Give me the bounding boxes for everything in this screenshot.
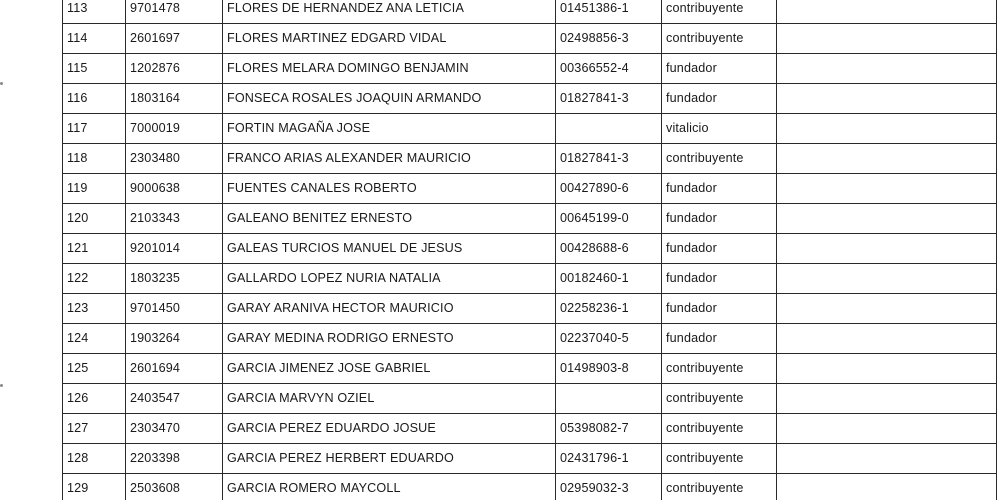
member-code-cell: 2103343	[126, 204, 223, 234]
member-name-cell: GARCIA PEREZ HERBERT EDUARDO	[223, 444, 556, 474]
member-code-cell: 9701478	[126, 0, 223, 24]
member-type-cell: contribuyente	[662, 444, 777, 474]
extra-column-cell	[777, 444, 997, 474]
table-row	[63, 84, 997, 114]
member-type-cell: fundador	[662, 264, 777, 294]
row-number-cell: 118	[63, 144, 126, 174]
member-name-cell: GARCIA MARVYN OZIEL	[223, 384, 556, 414]
member-type-cell: vitalicio	[662, 114, 777, 144]
member-type-cell: fundador	[662, 294, 777, 324]
member-code-cell: 2601694	[126, 354, 223, 384]
extra-column-cell	[777, 384, 997, 414]
extra-column-cell	[777, 174, 997, 204]
member-code-cell: 2303480	[126, 144, 223, 174]
row-number-cell: 120	[63, 204, 126, 234]
extra-column-cell	[777, 354, 997, 384]
member-type-cell: contribuyente	[662, 144, 777, 174]
member-name-cell: FRANCO ARIAS ALEXANDER MAURICIO	[223, 144, 556, 174]
member-id-number-cell: 01827841-3	[556, 144, 662, 174]
member-name-cell: FORTIN MAGAÑA JOSE	[223, 114, 556, 144]
member-code-cell: 9000638	[126, 174, 223, 204]
extra-column-cell	[777, 324, 997, 354]
row-number-cell: 114	[63, 24, 126, 54]
member-name-cell: GARCIA JIMENEZ JOSE GABRIEL	[223, 354, 556, 384]
member-code-cell: 2601697	[126, 24, 223, 54]
member-id-number-cell: 02431796-1	[556, 444, 662, 474]
table-row	[63, 24, 997, 54]
table-row	[63, 204, 997, 234]
member-roster-body	[63, 0, 997, 500]
extra-column-cell	[777, 114, 997, 144]
row-number-cell: 127	[63, 414, 126, 444]
member-name-cell: GALLARDO LOPEZ NURIA NATALIA	[223, 264, 556, 294]
member-type-cell: fundador	[662, 324, 777, 354]
member-name-cell: GALEANO BENITEZ ERNESTO	[223, 204, 556, 234]
member-id-number-cell: 02498856-3	[556, 24, 662, 54]
member-type-cell: fundador	[662, 174, 777, 204]
member-type-cell: contribuyente	[662, 24, 777, 54]
member-name-cell: FUENTES CANALES ROBERTO	[223, 174, 556, 204]
table-row	[63, 294, 997, 324]
member-name-cell: GALEAS TURCIOS MANUEL DE JESUS	[223, 234, 556, 264]
extra-column-cell	[777, 0, 997, 24]
member-id-number-cell: 00428688-6	[556, 234, 662, 264]
row-number-cell: 128	[63, 444, 126, 474]
extra-column-cell	[777, 24, 997, 54]
member-id-number-cell: 00182460-1	[556, 264, 662, 294]
row-number-cell: 123	[63, 294, 126, 324]
member-code-cell: 2303470	[126, 414, 223, 444]
extra-column-cell	[777, 234, 997, 264]
table-row	[63, 384, 997, 414]
member-name-cell: GARAY MEDINA RODRIGO ERNESTO	[223, 324, 556, 354]
row-number-cell: 113	[63, 0, 126, 24]
member-id-number-cell: 02258236-1	[556, 294, 662, 324]
row-number-cell: 129	[63, 474, 126, 500]
member-type-cell: fundador	[662, 84, 777, 114]
member-name-cell: FLORES MELARA DOMINGO BENJAMIN	[223, 54, 556, 84]
table-row	[63, 114, 997, 144]
row-number-cell: 115	[63, 54, 126, 84]
member-name-cell: GARAY ARANIVA HECTOR MAURICIO	[223, 294, 556, 324]
table-row	[63, 144, 997, 174]
member-code-cell: 2203398	[126, 444, 223, 474]
table-row	[63, 0, 997, 24]
member-id-number-cell: 01498903-8	[556, 354, 662, 384]
row-number-cell: 124	[63, 324, 126, 354]
row-number-cell: 121	[63, 234, 126, 264]
member-id-number-cell: 02959032-3	[556, 474, 662, 500]
member-name-cell: FLORES MARTINEZ EDGARD VIDAL	[223, 24, 556, 54]
row-number-cell: 122	[63, 264, 126, 294]
table-row	[63, 54, 997, 84]
table-row	[63, 174, 997, 204]
table-row	[63, 474, 997, 500]
row-number-cell: 117	[63, 114, 126, 144]
row-number-cell: 125	[63, 354, 126, 384]
extra-column-cell	[777, 54, 997, 84]
member-type-cell: fundador	[662, 234, 777, 264]
member-code-cell: 1202876	[126, 54, 223, 84]
extra-column-cell	[777, 414, 997, 444]
table-row	[63, 324, 997, 354]
member-code-cell: 7000019	[126, 114, 223, 144]
member-code-cell: 1903264	[126, 324, 223, 354]
member-type-cell: contribuyente	[662, 384, 777, 414]
member-name-cell: GARCIA PEREZ EDUARDO JOSUE	[223, 414, 556, 444]
table-row	[63, 354, 997, 384]
member-roster-table	[62, 0, 997, 500]
member-type-cell: contribuyente	[662, 414, 777, 444]
row-number-cell: 116	[63, 84, 126, 114]
extra-column-cell	[777, 474, 997, 500]
member-id-number-cell	[556, 114, 662, 144]
member-id-number-cell: 00645199-0	[556, 204, 662, 234]
member-code-cell: 2403547	[126, 384, 223, 414]
table-row	[63, 234, 997, 264]
extra-column-cell	[777, 144, 997, 174]
member-type-cell: contribuyente	[662, 0, 777, 24]
member-type-cell: contribuyente	[662, 354, 777, 384]
member-id-number-cell: 00427890-6	[556, 174, 662, 204]
table-row	[63, 444, 997, 474]
extra-column-cell	[777, 204, 997, 234]
member-code-cell: 9701450	[126, 294, 223, 324]
member-code-cell: 1803164	[126, 84, 223, 114]
scan-speck	[0, 82, 3, 85]
member-id-number-cell	[556, 384, 662, 414]
member-type-cell: contribuyente	[662, 474, 777, 500]
member-code-cell: 1803235	[126, 264, 223, 294]
member-name-cell: GARCIA ROMERO MAYCOLL	[223, 474, 556, 500]
extra-column-cell	[777, 264, 997, 294]
extra-column-cell	[777, 84, 997, 114]
row-number-cell: 126	[63, 384, 126, 414]
member-id-number-cell: 01827841-3	[556, 84, 662, 114]
scan-speck	[0, 384, 3, 387]
member-code-cell: 2503608	[126, 474, 223, 500]
member-id-number-cell: 05398082-7	[556, 414, 662, 444]
row-number-cell: 119	[63, 174, 126, 204]
member-id-number-cell: 00366552-4	[556, 54, 662, 84]
member-name-cell: FONSECA ROSALES JOAQUIN ARMANDO	[223, 84, 556, 114]
member-type-cell: fundador	[662, 204, 777, 234]
member-type-cell: fundador	[662, 54, 777, 84]
member-code-cell: 9201014	[126, 234, 223, 264]
table-row	[63, 414, 997, 444]
member-id-number-cell: 01451386-1	[556, 0, 662, 24]
table-row	[63, 264, 997, 294]
member-name-cell: FLORES DE HERNANDEZ ANA LETICIA	[223, 0, 556, 24]
extra-column-cell	[777, 294, 997, 324]
member-id-number-cell: 02237040-5	[556, 324, 662, 354]
